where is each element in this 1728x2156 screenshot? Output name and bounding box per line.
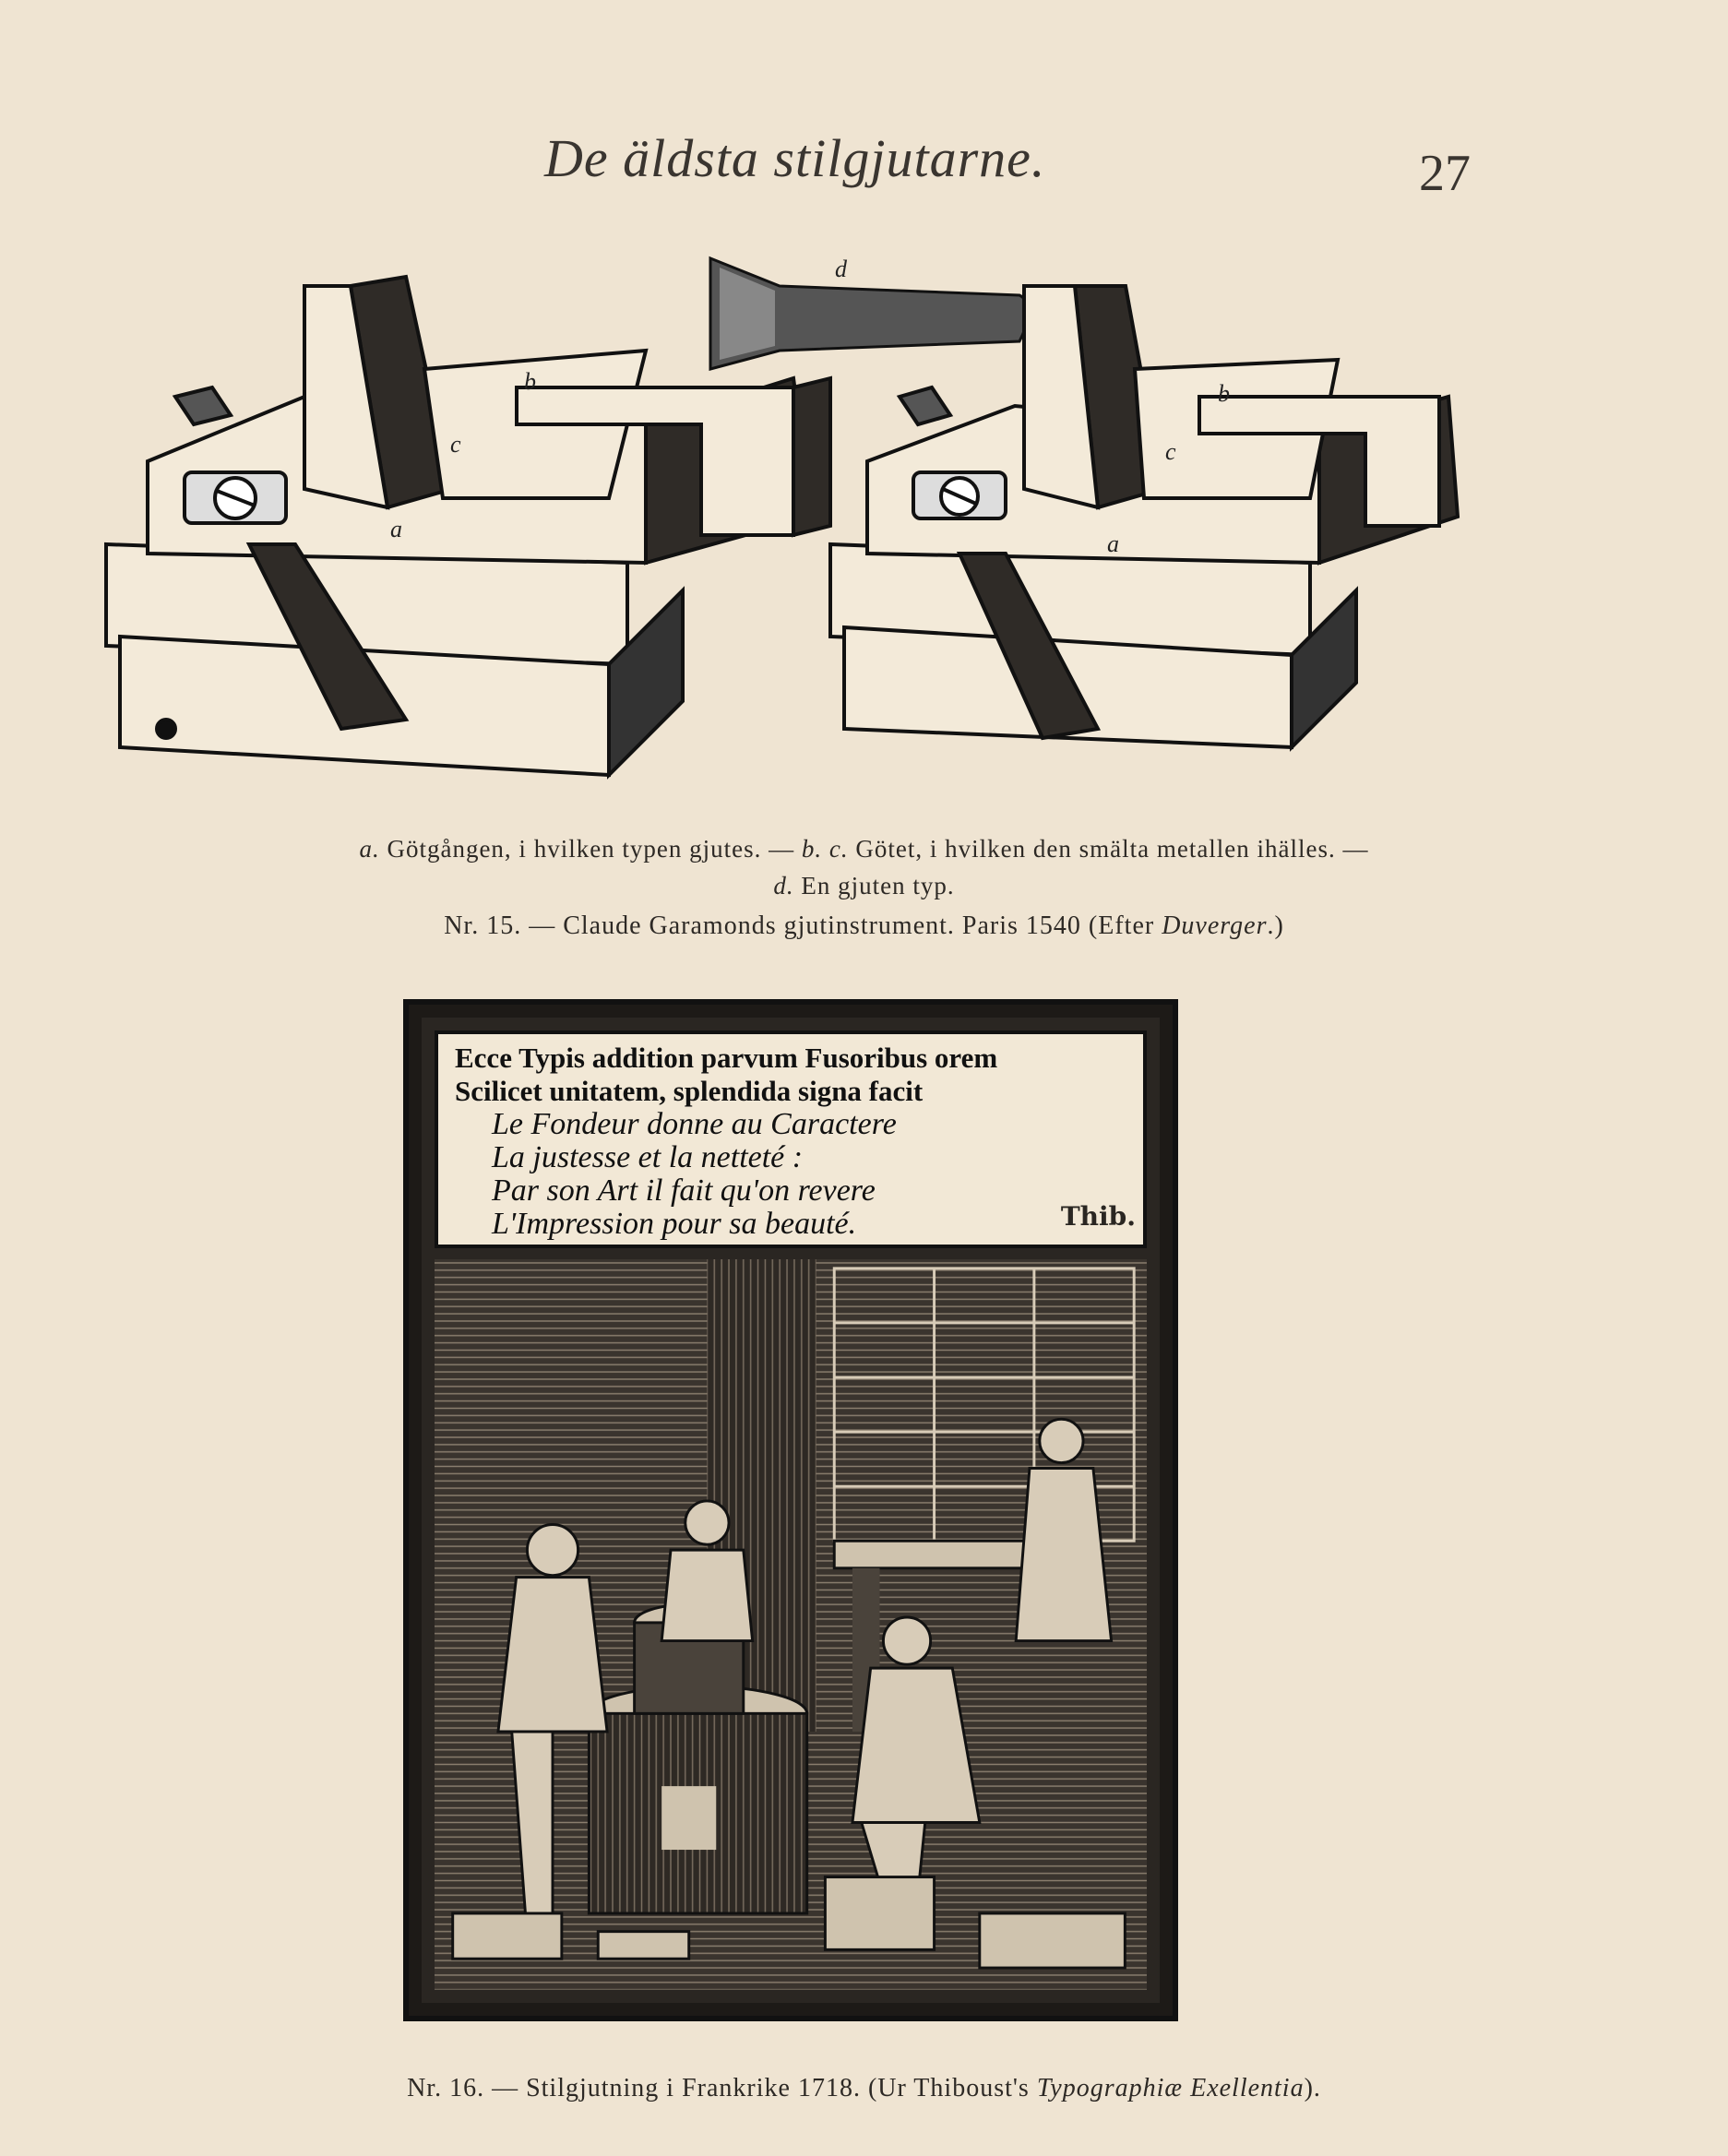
label-b-left: b xyxy=(524,368,536,395)
caption-letter-a: a. xyxy=(359,835,380,863)
verse-signature: Thib. xyxy=(1060,1201,1136,1232)
caption-text-a: Götgången, i hvilken typen gjutes. — xyxy=(379,835,802,863)
page-number: 27 xyxy=(1419,145,1471,202)
verse-panel xyxy=(435,1030,1147,1248)
label-a-left: a xyxy=(390,516,402,542)
caption-letter-bc: b. c. xyxy=(801,835,849,863)
caption-letter-d: d. xyxy=(773,872,794,899)
verse-line-5: Par son Art il fait qu'on revere xyxy=(492,1174,876,1208)
type-piece-d xyxy=(710,258,1029,369)
label-c-right: c xyxy=(1165,438,1176,465)
verse-line-6: L'Impression pour sa beauté. xyxy=(492,1208,857,1241)
figure-15-caption-line2 xyxy=(0,872,1728,900)
verse-line-1: Ecce Typis addition parvum Fusoribus orem xyxy=(455,1042,998,1074)
caption-text-d: En gjuten typ. xyxy=(793,872,955,899)
label-a-right: a xyxy=(1107,530,1119,557)
verse-line-4: La justesse et la netteté : xyxy=(492,1141,804,1174)
figure-16-caption xyxy=(0,2074,1728,2103)
woodcut-frame xyxy=(422,1018,1160,2003)
label-d: d xyxy=(835,256,847,282)
running-head: De äldsta stilgjutarne. xyxy=(544,128,1046,188)
verse-line-2: Scilicet unitatem, splendida signa facit xyxy=(455,1075,924,1107)
right-mould xyxy=(830,286,1458,747)
figure-15-caption-title xyxy=(0,911,1728,941)
label-c-left: c xyxy=(450,431,461,458)
caption-text-bc: Götet, i hvilken den smälta metallen ihälles. — xyxy=(848,835,1369,863)
figure-16-woodcut xyxy=(403,999,1178,2021)
figure-16-caption-text: Nr. 16. — Stilgjutning i Frankrike 1718. (Ur Thiboust's xyxy=(407,2074,1037,2102)
label-b-right: b xyxy=(1218,380,1230,407)
figure-16-source-title: Typographiæ Exellentia xyxy=(1036,2074,1305,2102)
figure-15-illustration xyxy=(92,249,1522,784)
figure-15-title-text: Nr. 15. — Claude Garamonds gjutinstrument. Paris 1540 (Efter xyxy=(444,911,1162,940)
figure-16-caption-end: ). xyxy=(1304,2074,1321,2102)
figure-15-caption-line1 xyxy=(0,835,1728,864)
workshop-scene xyxy=(435,1259,1147,1990)
figure-15-author: Duverger xyxy=(1162,911,1268,940)
figure-15-title-end: .) xyxy=(1267,911,1284,940)
verse-line-3: Le Fondeur donne au Caractere xyxy=(492,1108,897,1141)
